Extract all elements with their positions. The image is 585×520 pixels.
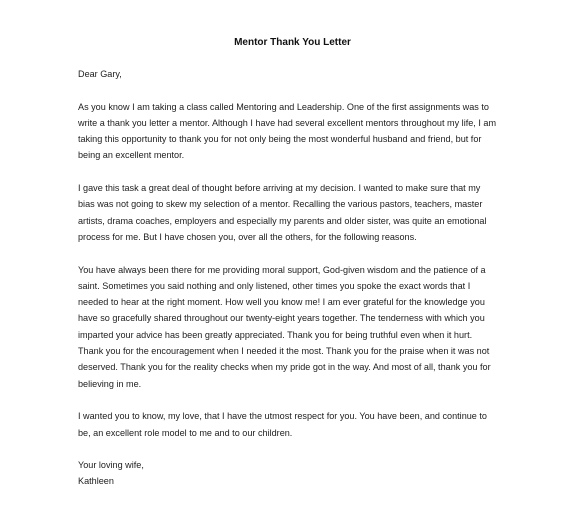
closing-block bbox=[78, 457, 518, 490]
paragraph-line: I gave this task a great deal of thought before arriving at my decision. I wanted to make sure that my bbox=[78, 183, 481, 194]
paragraph-line: have so gracefully shared throughout our twenty-eight years together. The tenderness with which you bbox=[78, 313, 485, 324]
paragraph-1 bbox=[78, 99, 518, 164]
paragraph-2 bbox=[78, 180, 518, 245]
closing: Your loving wife, bbox=[78, 460, 144, 471]
paragraph-line: deserved. Thank you for the reality checks when my pride got in the way. And most of all, thank you for bbox=[78, 362, 491, 373]
paragraph-line: artists, drama coaches, employers and especially my parents and older sister, was quite an emotional bbox=[78, 215, 487, 226]
paragraph-line: be, an excellent role model to me and to our children. bbox=[78, 427, 293, 438]
paragraph-line: process for me. But I have chosen you, over all the others, for the following reasons. bbox=[78, 231, 417, 242]
paragraph-line: Thank you for the encouragement when I needed it the most. Thank you for the praise when it was not bbox=[78, 346, 490, 357]
paragraph-line: needed to hear at the right moment. How well you know me! I am ever grateful for the knowledge you bbox=[78, 297, 485, 308]
signature: Kathleen bbox=[78, 476, 114, 487]
paragraph-line: imparted your advice has been greatly appreciated. Thank you for being truthful even when it hurt. bbox=[78, 329, 473, 340]
paragraph-3 bbox=[78, 262, 518, 392]
paragraph-line: As you know I am taking a class called Mentoring and Leadership. One of the first assignments was to bbox=[78, 101, 489, 112]
document-title: Mentor Thank You Letter bbox=[234, 37, 351, 48]
paragraph-4 bbox=[78, 408, 518, 441]
paragraph-line: taking this opportunity to thank you for not only being the most wonderful husband and friend, but for bbox=[78, 134, 482, 145]
paragraph-line: being an excellent mentor. bbox=[78, 150, 185, 161]
paragraph-line: bias was not going to skew my selection of a mentor. Recalling the various pastors, teachers, master bbox=[78, 199, 483, 210]
salutation: Dear Gary, bbox=[78, 69, 122, 79]
paragraph-line: You have always been there for me providing moral support, God-given wisdom and the patience of a bbox=[78, 264, 486, 275]
paragraph-line: write a thank you letter a mentor. Although I have had several excellent mentors throughout my life, I am bbox=[78, 117, 497, 128]
paragraph-line: saint. Sometimes you said nothing and only listened, other times you spoke the exact words that I bbox=[78, 280, 471, 291]
paragraph-line: I wanted you to know, my love, that I have the utmost respect for you. You have been, and continue to bbox=[78, 411, 487, 422]
letter-body bbox=[78, 66, 518, 490]
paragraph-line: believing in me. bbox=[78, 378, 142, 389]
